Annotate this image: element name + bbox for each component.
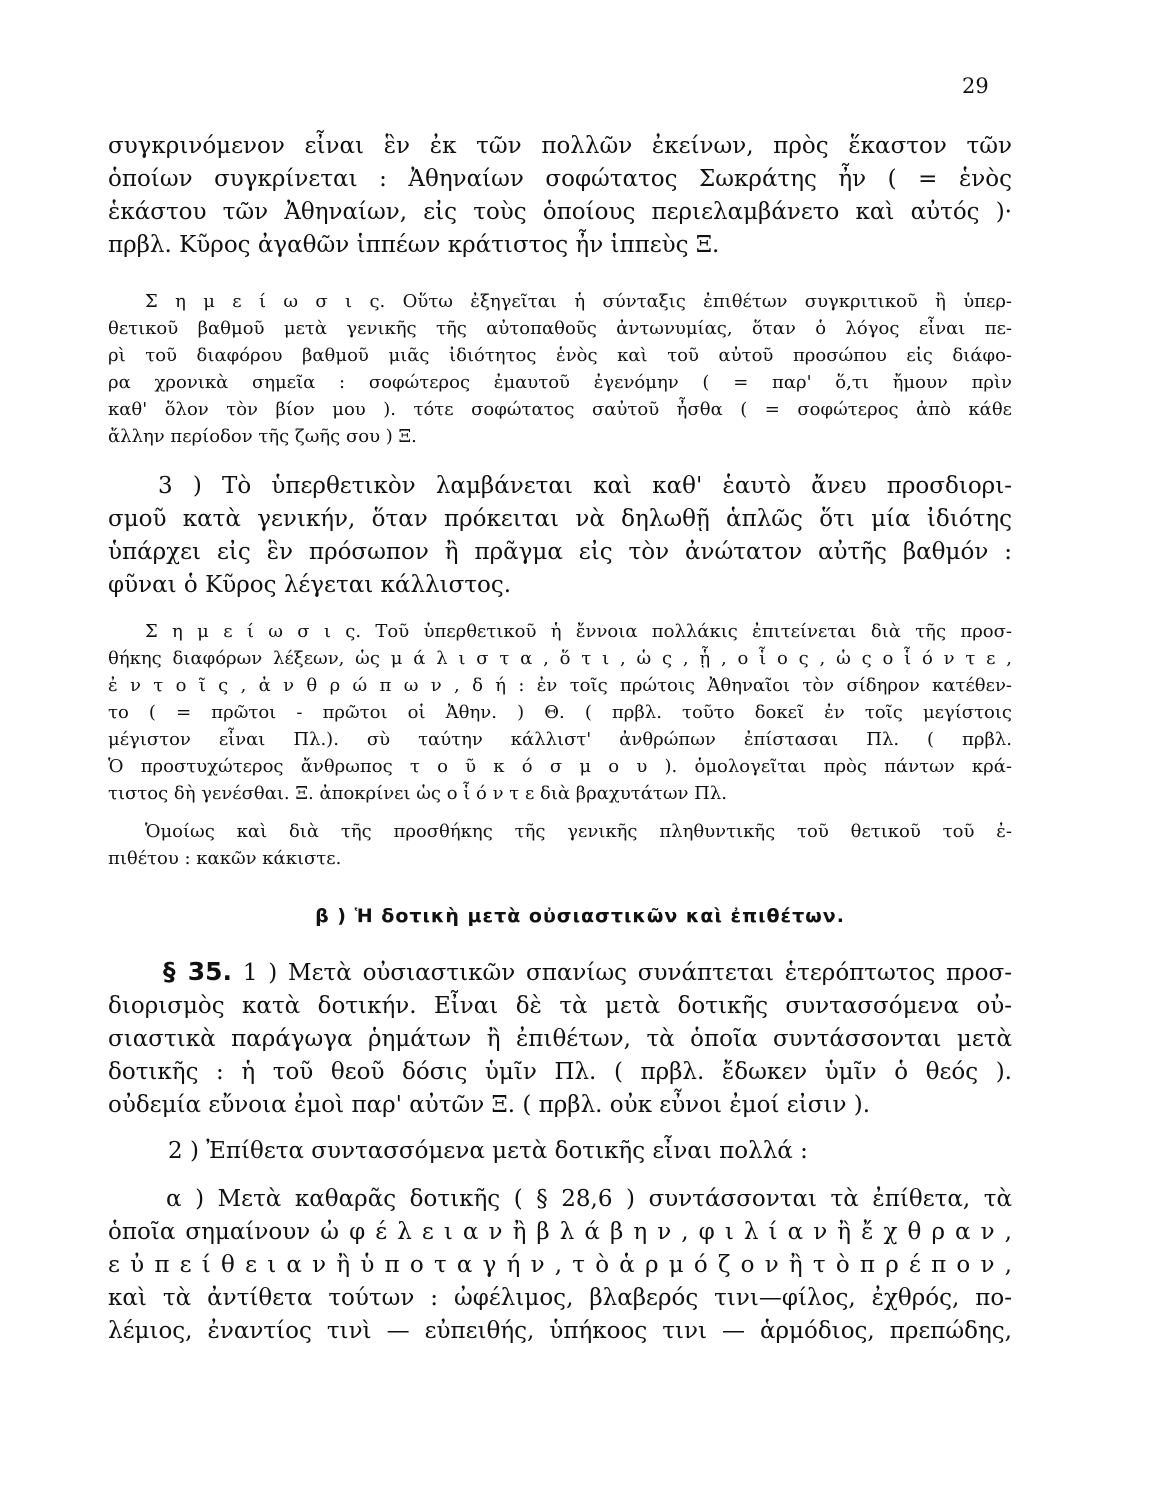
text-line: πιθέτου : κακῶν κάκιστε. — [108, 848, 342, 869]
text-line: α ) Μετὰ καθαρᾶς δοτικῆς ( § 28,6 ) συντάσσονται τὰ ἐπίθετα, τὰ — [166, 1186, 1012, 1212]
note-genitive-plural — [108, 818, 1012, 872]
section-heading: β ) Ἡ δοτικὴ μετὰ οὐσιαστικῶν καὶ ἐπιθέτων. — [315, 905, 845, 927]
text-line: Σ η μ ε ί ω σ ι ς. Οὕτω ἐξηγεῖται ἡ σύνταξις ἐπιθέτων συγκριτικοῦ ἢ ὑπερ- — [145, 291, 1012, 312]
text-line: 1 ) Μετὰ οὐσιαστικῶν σπανίως συνάπτεται ἑτερόπτωτος προσ- — [242, 960, 1012, 986]
text-line: μέγιστον εἶναι Πλ.). σὺ ταύτην κάλλιστ' ἀνθρώπων ἐπίστασαι Πλ. ( πρβλ. — [108, 729, 1012, 750]
text-line: 3 ) Τὸ ὑπερθετικὸν λαμβάνεται καὶ καθ' ἑαυτὸ ἄνευ προσδιορι- — [158, 473, 1012, 499]
text-line: θήκης διαφόρων λέξεων, ὡς μ ά λ ι σ τ α , ὅ τ ι , ὡ ς , ᾗ , ο ἷ ο ς , ὡ ς ο ἷ ό ν τ ε , — [108, 648, 1012, 669]
text-line: Ὁ προστυχώτερος ἄνθρωπος τ ο ῦ κ ό σ μ ο υ ). ὁμολογεῖται πρὸς πάντων κρά- — [108, 756, 1012, 777]
text-line: φῦναι ὁ Κῦρος λέγεται κάλλιστος. — [108, 572, 512, 598]
paragraph-adjectives-dative — [168, 1135, 1012, 1168]
text-line: ἄλλην περίοδον τῆς ζωῆς σου ) Ξ. — [108, 426, 417, 447]
text-line: ὁποίων συγκρίνεται : Ἀθηναίων σοφώτατος Σωκράτης ἦν ( = ἑνὸς — [108, 166, 1012, 192]
text-line: πρβλ. Κῦρος ἀγαθῶν ἱππέων κράτιστος ἦν ἱππεὺς Ξ. — [108, 232, 720, 258]
text-line: δοτικῆς : ἡ τοῦ θεοῦ δόσις ὑμῖν Πλ. ( πρβλ. ἔδωκεν ὑμῖν ὁ θεός ). — [108, 1059, 1012, 1085]
note-intensifiers — [108, 618, 1012, 807]
text-line: Σ η μ ε ί ω σ ι ς. Τοῦ ὑπερθετικοῦ ἡ ἔννοια πολλάκις ἐπιτείνεται διὰ τῆς προσ- — [145, 621, 1012, 642]
text-line: τιστος δὴ γενέσθαι. Ξ. ἀποκρίνει ὡς ο ἷ ό ν τ ε διὰ βραχυτάτων Πλ. — [108, 783, 728, 804]
text-line: 2 ) Ἐπίθετα συντασσόμενα μετὰ δοτικῆς εἶναι πολλά : — [168, 1138, 808, 1164]
text-line: ε ὐ π ε ί θ ε ι α ν ἢ ὑ π ο τ α γ ή ν , τ ὸ ἁ ρ μ ό ζ ο ν ἢ τ ὸ π ρ έ π ο ν , — [108, 1252, 1012, 1278]
text-line: διορισμὸς κατὰ δοτικήν. Εἶναι δὲ τὰ μετὰ δοτικῆς συντασσόμενα οὐ- — [108, 993, 1012, 1019]
text-line: ἑκάστου τῶν Ἀθηναίων, εἰς τοὺς ὁποίους περιελαμβάνετο καὶ αὐτός )· — [108, 199, 1012, 225]
text-line — [108, 955, 1012, 990]
paragraph-dative-nouns — [108, 955, 1012, 1122]
text-line: ὁποῖα σημαίνουν ὠ φ έ λ ε ι α ν ἢ β λ ά β η ν , φ ι λ ί α ν ἢ ἔ χ θ ρ α ν , — [108, 1219, 1012, 1245]
text-line: συγκρινόμενον εἶναι ἓν ἐκ τῶν πολλῶν ἐκείνων, πρὸς ἕκαστον τῶν — [108, 133, 1012, 159]
text-line: ὑπάρχει εἰς ἓν πρόσωπον ἢ πρᾶγμα εἰς τὸν ἀνώτατον αὐτῆς βαθμόν : — [108, 539, 1012, 565]
text-line: σμοῦ κατὰ γενικήν, ὅταν πρόκειται νὰ δηλωθῇ ἁπλῶς ὅτι μία ἰδιότης — [108, 506, 1012, 532]
text-line: το ( = πρῶτοι - πρῶτοι οἱ Ἀθην. ) Θ. ( πρβλ. τοῦτο δοκεῖ ἐν τοῖς μεγίστοις — [108, 702, 1012, 723]
text-line: ρὶ τοῦ διαφόρου βαθμοῦ μιᾶς ἰδιότητος ἑνὸς καὶ τοῦ αὐτοῦ προσώπου εἰς διάφο- — [108, 345, 1012, 366]
text-line: ἐ ν τ ο ῖ ς , ἀ ν θ ρ ώ π ω ν , δ ή : ἐν τοῖς πρώτοις Ἀθηναῖοι τὸν σίδηρον κατέθεν- — [108, 675, 1012, 696]
note-reflexive — [108, 288, 1012, 450]
page-number: 29 — [962, 74, 989, 98]
paragraph-pure-dative — [108, 1183, 1012, 1348]
paragraph-absolute-superlative — [108, 470, 1012, 602]
text-line: θετικοῦ βαθμοῦ μετὰ γενικῆς τῆς αὐτοπαθοῦς ἀντωνυμίας, ὅταν ὁ λόγος εἶναι πε- — [108, 318, 1012, 339]
text-line: λέμιος, ἐναντίος τινὶ — εὐπειθής, ὑπήκοος τινι — ἁρμόδιος, πρεπώδης, — [108, 1318, 1012, 1344]
text-line: σιαστικὰ παράγωγα ῥημάτων ἢ ἐπιθέτων, τὰ ὁποῖα συντάσσονται μετὰ — [108, 1026, 1012, 1052]
paragraph-superlative-genitive — [108, 130, 1012, 262]
section-mark: § 35. — [163, 957, 232, 986]
text-line: οὐδεμία εὔνοια ἐμοὶ παρ' αὐτῶν Ξ. ( πρβλ. οὐκ εὖνοι ἐμοί εἰσιν ). — [108, 1092, 871, 1118]
text-line: Ὁμοίως καὶ διὰ τῆς προσθήκης τῆς γενικῆς πληθυντικῆς τοῦ θετικοῦ τοῦ ἐ- — [145, 821, 1012, 842]
text-line: καὶ τὰ ἀντίθετα τούτων : ὠφέλιμος, βλαβερός τινι—φίλος, ἐχθρός, πο- — [108, 1285, 1012, 1311]
text-line: καθ' ὅλον τὸν βίον μου ). τότε σοφώτατος σαὐτοῦ ἦσθα ( = σοφώτερος ἀπὸ κάθε — [108, 399, 1012, 420]
text-line: ρα χρονικὰ σημεῖα : σοφώτερος ἐμαυτοῦ ἐγενόμην ( = παρ' ὅ,τι ἤμουν πρὶν — [108, 372, 1012, 393]
